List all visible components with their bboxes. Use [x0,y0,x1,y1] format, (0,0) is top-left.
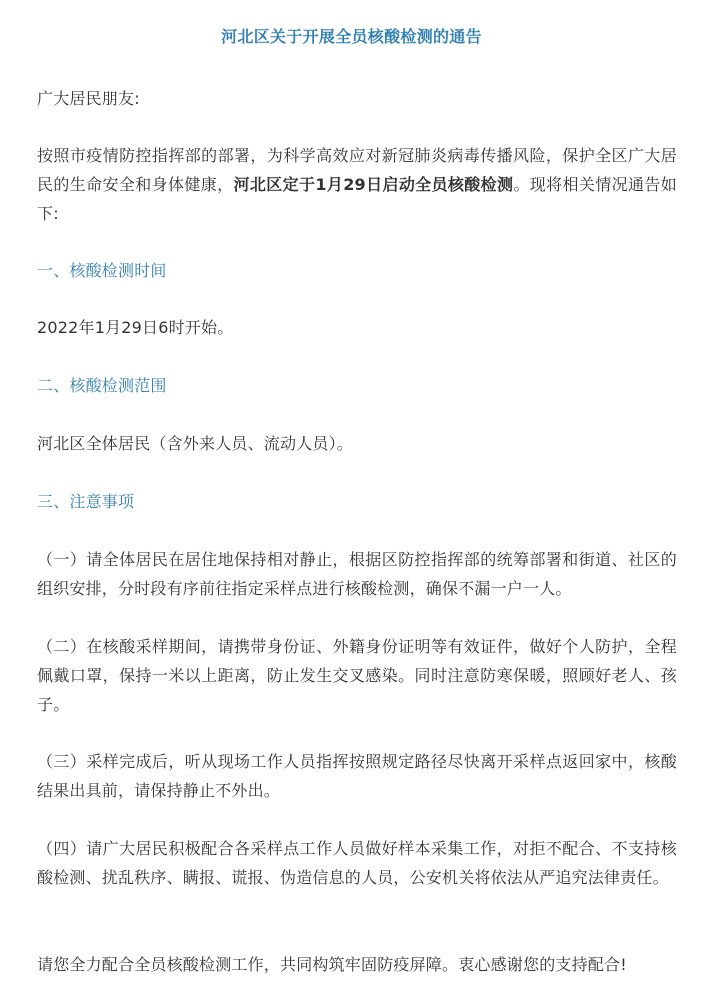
note-item-3: （三）采样完成后，听从现场工作人员指挥按照规定路径尽快离开采样点返回家中，核酸结果出具前，请保持静止不外出。 [37,752,677,800]
notice-title: 河北区关于开展全员核酸检测的通告 [221,27,482,46]
note-item-2: （二）在核酸采样期间，请携带身份证、外籍身份证明等有效证件，做好个人防护，全程佩戴口罩，保持一米以上距离，防止发生交叉感染。同时注意防寒保暖，照顾好老人、孩子。 [37,637,677,714]
section-body-scope: 河北区全体居民（含外来人员、流动人员）。 [37,434,354,453]
section-body-time: 2022年1月29日6时开始。 [37,318,234,337]
section-heading-notes: 三、注意事项 [37,492,135,511]
intro-text-2: 。现将相关情况通告如下: [37,175,677,223]
greeting: 广大居民朋友: [37,89,140,108]
intro-paragraph [37,141,677,228]
intro-highlight: 河北区定于1月29日启动全员核酸检测 [233,175,514,194]
closing-paragraph: 请您全力配合全员核酸检测工作，共同构筑牢固防疫屏障。衷心感谢您的支持配合! [37,955,627,974]
section-heading-time: 一、核酸检测时间 [37,261,167,280]
section-heading-scope: 二、核酸检测范围 [37,376,167,395]
note-item-4: （四）请广大居民积极配合各采样点工作人员做好样本采集工作，对拒不配合、不支持核酸检测、扰乱秩序、瞒报、谎报、伪造信息的人员，公安机关将依法从严追究法律责任。 [37,839,677,887]
note-item-1: （一）请全体居民在居住地保持相对静止，根据区防控指挥部的统筹部署和街道、社区的组织安排，分时段有序前往指定采样点进行核酸检测，确保不漏一户一人。 [37,550,677,598]
intro-text-1: 按照市疫情防控指挥部的部署，为科学高效应对新冠肺炎病毒传播风险，保护全区广大居民的生命安全和身体健康， [37,146,677,194]
